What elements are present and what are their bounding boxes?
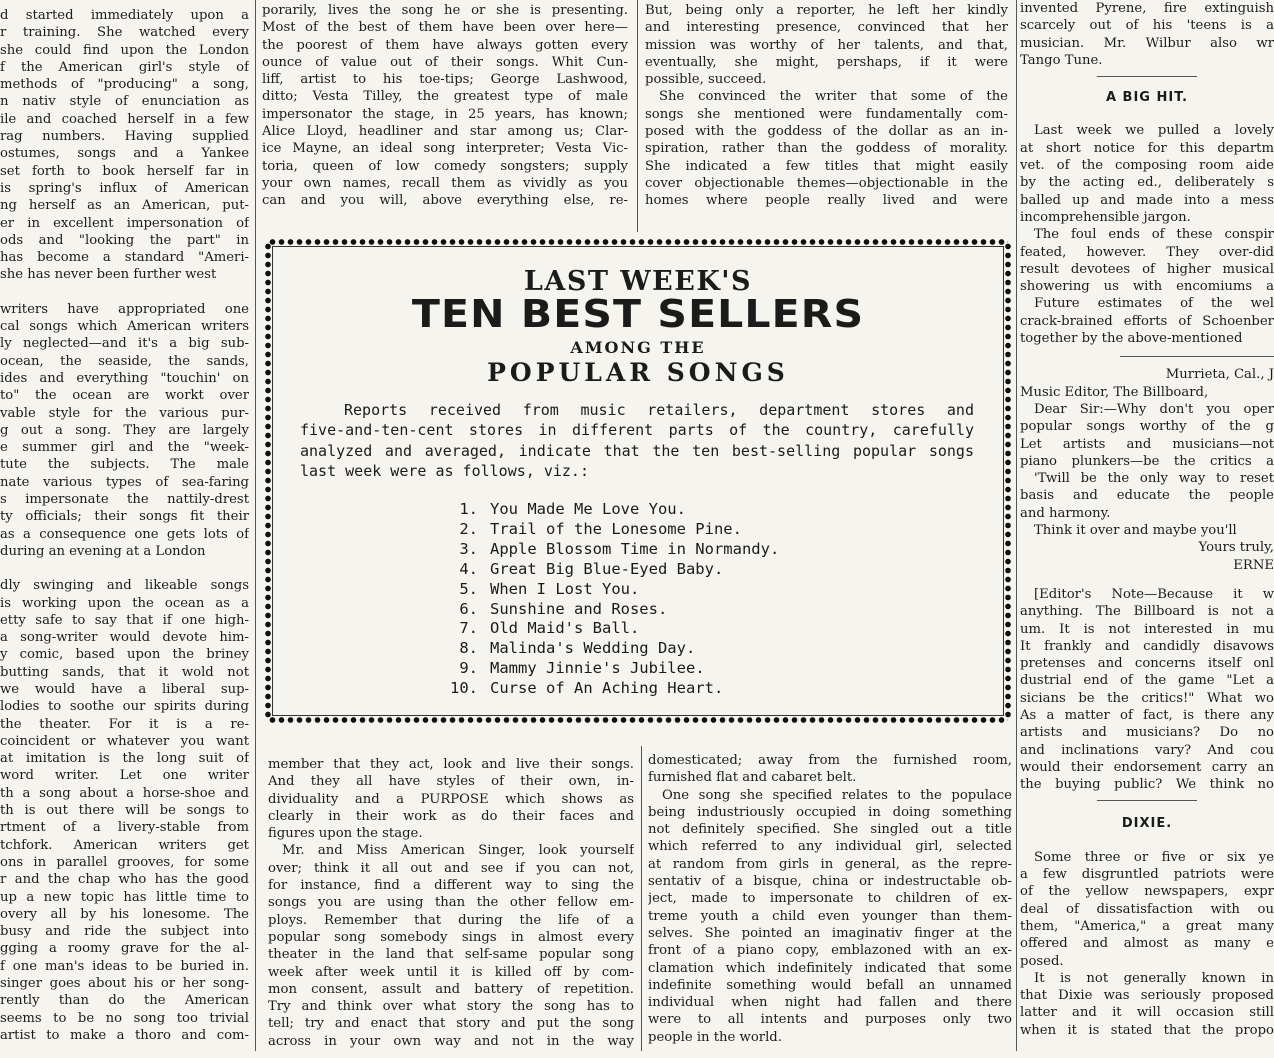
text-line: The foul ends of these conspir xyxy=(1034,227,1274,243)
text-line: people in the world. xyxy=(648,1029,782,1045)
text-line: It frankly and candidly disavows xyxy=(1020,638,1274,654)
text-line: is working upon the ocean as a xyxy=(0,595,249,611)
text-line: Think it over and maybe you'll xyxy=(1034,523,1237,539)
song-list-item xyxy=(446,600,779,620)
column-middle-left-bottom xyxy=(268,756,634,1051)
text-line: cal songs which American writers xyxy=(0,319,249,335)
text-line: dividuality and a PURPOSE which shows as xyxy=(268,791,634,807)
text-line: artist to make a thoro and com- xyxy=(0,1027,249,1043)
text-line: impersonator the stage, in 25 years, has known; xyxy=(262,106,628,122)
section-heading-dixie: DIXIE. xyxy=(1121,816,1173,832)
text-line: rag numbers. Having supplied xyxy=(0,129,249,145)
text-line: she could find upon the London xyxy=(0,42,249,58)
text-line: Let artists and musicians—not xyxy=(1020,436,1274,452)
intro-line: five-and-ten-cent stores in different parts of the country, carefully xyxy=(300,421,974,440)
text-line: e summer girl and the "week- xyxy=(0,440,249,456)
text-line: and interesting presence, convinced that her xyxy=(645,20,1008,36)
text-line: s impersonate the nattily-drest xyxy=(0,492,249,508)
text-line: ng herself as an American, put- xyxy=(0,198,249,214)
text-line: Mr. and Miss American Singer, look yourself xyxy=(282,843,634,859)
text-line: offered and almost as many e xyxy=(1020,936,1274,952)
text-line: is spring's influx of American xyxy=(0,180,249,196)
dotted-border-bottom xyxy=(268,715,1008,725)
text-line: th a song about a horse-shoe and xyxy=(0,785,249,801)
text-line: possible, succeed. xyxy=(645,72,767,88)
text-line: Yours truly, xyxy=(1198,540,1274,556)
box-title-among-the: AMONG THE xyxy=(570,338,706,357)
text-line: 'Twill be the only way to reset xyxy=(1034,471,1274,487)
text-line: anything. The Billboard is not a xyxy=(1020,604,1274,620)
text-line: your own names, recall them as vividly as you xyxy=(262,175,628,191)
text-line: eventually, she might, pershaps, if it were xyxy=(645,54,1008,70)
text-line: domesticated; away from the furnished room, xyxy=(648,753,1012,768)
text-line: member that they act, look and live their songs. xyxy=(268,757,634,772)
text-line: dly swinging and likeable songs xyxy=(0,578,249,594)
song-list-item xyxy=(446,580,779,600)
text-line: popular songs worthy of the g xyxy=(1020,419,1274,435)
column-right xyxy=(1020,0,1274,1051)
text-line: a few disgruntled patriots were xyxy=(1020,867,1274,883)
text-line: Dear Sir:—Why don't you oper xyxy=(1034,401,1274,417)
best-sellers-box xyxy=(268,242,1008,720)
intro-line: analyzed and averaged, indicate that the ten best-selling popular songs xyxy=(300,441,974,460)
text-line: gging a roomy grave for the al- xyxy=(0,941,249,957)
text-line: toria, queen of low comedy songsters; supply xyxy=(262,158,628,174)
text-line: tell; try and enact that story and put the song xyxy=(268,1016,634,1032)
text-line: latter and it will occasion still xyxy=(1020,1005,1274,1021)
text-line: She convinced the writer that some of the xyxy=(659,89,1008,105)
text-line: porarily, lives the song he or she is presenting. xyxy=(262,3,628,18)
text-line: As a matter of fact, is there any xyxy=(1020,707,1274,723)
text-line: methods of "producing" a song, xyxy=(0,77,249,93)
text-line: butting sands, that it wold not xyxy=(0,664,249,680)
text-line: word writer. Let one writer xyxy=(0,768,249,784)
song-list-item xyxy=(446,619,779,639)
column-rule xyxy=(255,0,256,1051)
text-line: f one man's ideas to be buried in. xyxy=(0,958,249,974)
text-line: ject, made to impersonate to children of ex- xyxy=(648,891,1012,907)
text-line: together by the above-mentioned xyxy=(1020,331,1243,347)
text-line: cover objectionable themes—objectionable in the xyxy=(645,175,1008,191)
text-line: the poorest of them have always gotten every xyxy=(262,37,628,53)
text-line: at imitation is the long suit of xyxy=(0,751,249,767)
text-line: It is not generally known in xyxy=(1034,970,1274,986)
section-rule xyxy=(1097,800,1197,801)
text-line: the buying public? We think no xyxy=(1020,777,1274,793)
text-line: scarcely out of his 'teens is a xyxy=(1020,18,1274,34)
text-line: songs you are using than the other fellow em- xyxy=(268,895,634,911)
text-line: artists and musicians? Do no xyxy=(1020,725,1274,741)
text-line: sentativ of a bisque, china or indestructable ob- xyxy=(648,874,1012,890)
text-line: Most of the best of them have been over here— xyxy=(262,20,628,36)
column-middle-right-bottom xyxy=(648,752,1012,1051)
text-line: popular song somebody sings in almost every xyxy=(268,929,634,945)
text-line: ditto; Vesta Tilley, the greatest type of male xyxy=(262,89,628,105)
text-line: deal of dissatisfaction with ou xyxy=(1020,901,1274,917)
text-line: that Dixie was seriously proposed xyxy=(1020,988,1274,1004)
text-line: theater in the land that self-same popular song xyxy=(268,947,634,963)
text-line: ides and everything "touchin' on xyxy=(0,370,249,386)
text-line: posed with the goddess of the dollar as an in- xyxy=(645,124,1008,140)
song-title: When I Lost You. xyxy=(490,579,640,598)
text-line: basis and educate the people xyxy=(1020,488,1274,504)
text-line: ile and coached herself in a few xyxy=(0,111,249,127)
column-rule xyxy=(1016,0,1017,1051)
text-line: ocean, the seaside, the sands, xyxy=(0,353,249,369)
text-line: sicians be the critics!" What wo xyxy=(1020,690,1274,706)
text-line: She indicated a few titles that might easily xyxy=(645,158,1008,174)
text-line: not definitely specified. She singled out a title xyxy=(648,822,1012,838)
intro-line: Reports received from music retailers, department stores and xyxy=(344,401,974,419)
section-heading-a-big-hit: A BIG HIT. xyxy=(1105,90,1189,106)
text-line: Murrieta, Cal., J xyxy=(1165,367,1274,383)
text-line: th is out there will be songs to xyxy=(0,803,249,819)
text-line: er in excellent impersonation of xyxy=(0,215,249,231)
text-line: spiration, rather than the goddess of morality. xyxy=(645,141,1008,157)
box-title-last-weeks: LAST WEEK'S xyxy=(523,266,753,297)
text-line: musician. Mr. Wilbur also wr xyxy=(1020,35,1274,51)
text-line: homes where people really lived and were xyxy=(645,193,1008,209)
text-line: being industriously occupied in doing something xyxy=(648,804,1012,820)
text-line: treme youth a child even younger than them- xyxy=(648,908,1012,924)
text-line: busy and ride the subject into xyxy=(0,924,249,940)
section-rule xyxy=(1097,76,1197,77)
song-rank: 9. xyxy=(459,659,478,678)
song-list-item xyxy=(446,560,779,580)
text-line: ploys. Remember that during the life of a xyxy=(268,912,634,928)
song-rank: 2. xyxy=(459,519,478,538)
text-line: can and you will, above everything else, re- xyxy=(262,193,628,209)
column-middle-right-top xyxy=(645,0,1008,232)
text-line: invented Pyrene, fire extinguish xyxy=(1020,1,1274,16)
song-title: You Made Me Love You. xyxy=(490,500,686,518)
text-line: feated, however. They over-did xyxy=(1020,244,1274,260)
text-line: n nativ style of enunciation as xyxy=(0,94,249,110)
song-list-item xyxy=(446,639,779,659)
text-line: the theater. For it is a re- xyxy=(0,716,249,732)
text-line: Music Editor, The Billboard, xyxy=(1020,384,1209,400)
song-title: Apple Blossom Time in Normandy. xyxy=(490,539,780,558)
text-line: as a consequence one gets lots of xyxy=(0,526,249,542)
text-line: etty safe to say that if one high- xyxy=(0,612,249,628)
text-line: writers have appropriated one xyxy=(0,301,249,317)
section-rule xyxy=(1120,356,1274,357)
text-line: across in your own way and not in the way xyxy=(268,1033,634,1049)
song-rank: 4. xyxy=(459,559,478,578)
text-line: we would have a liberal sup- xyxy=(0,681,249,697)
song-list-item xyxy=(446,540,779,560)
song-list-item xyxy=(446,659,779,679)
text-line: tchfork. American writers get xyxy=(0,837,249,853)
song-title: Mammy Jinnie's Jubilee. xyxy=(490,659,705,678)
text-line: and inclinations vary? And cou xyxy=(1020,742,1274,758)
text-line: were to all intents and purposes only two xyxy=(648,1012,1012,1028)
song-list-item xyxy=(446,679,779,699)
text-line: pretenses and concerns itself onl xyxy=(1020,656,1274,672)
text-line: posed. xyxy=(1020,953,1064,969)
text-line: week after week until it is killed off by com- xyxy=(268,964,634,980)
text-line: at short notice for this departm xyxy=(1020,140,1274,156)
text-line: liff, artist to his toe-tips; George Lashwood, xyxy=(262,72,628,88)
text-line: [Editor's Note—Because it w xyxy=(1034,586,1274,602)
text-line: has become a standard "Ameri- xyxy=(0,250,249,266)
text-line: y comic, based upon the briney xyxy=(0,647,249,663)
text-line: crack-brained efforts of Schoenber xyxy=(1020,313,1274,329)
text-line: ty officials; their songs fit their xyxy=(0,509,249,525)
text-line: piano plunkers—be the critics a xyxy=(1020,453,1274,469)
song-rank: 7. xyxy=(459,619,478,638)
song-list-item xyxy=(446,520,779,540)
text-line: But, being only a reporter, he left her kindly xyxy=(645,3,1008,18)
text-line: ostumes, songs and a Yankee xyxy=(0,146,249,162)
text-line: front of a piano copy, emblazoned with an ex- xyxy=(648,943,1012,959)
text-line: at random from girls in general, as the repre- xyxy=(648,856,1012,872)
text-line: balled up and made into a mess xyxy=(1020,192,1274,208)
text-line: result devotees of higher musical xyxy=(1020,261,1274,277)
text-line: a song-writer would devote him- xyxy=(0,630,249,646)
song-rank: 5. xyxy=(459,579,478,598)
box-title-ten-best-sellers: TEN BEST SELLERS xyxy=(411,292,865,336)
text-line: rtment of a livery-stable from xyxy=(0,820,249,836)
text-line: And they all have styles of their own, in- xyxy=(268,774,634,790)
column-rule xyxy=(637,0,638,232)
text-line: indefinite something would befall an unnamed xyxy=(648,977,1012,993)
text-line: singer goes about his or her song- xyxy=(0,976,249,992)
text-line: vable style for the various pur- xyxy=(0,405,249,421)
text-line: individual when night had fallen and there xyxy=(648,995,1012,1011)
best-sellers-list xyxy=(446,500,779,699)
text-line: during an evening at a London xyxy=(0,543,206,559)
text-line: nate various types of sea-faring xyxy=(0,474,249,490)
text-line: ERNE xyxy=(1233,557,1274,573)
text-line: ice Mayne, an ideal song interpreter; Vesta Vic- xyxy=(262,141,628,157)
song-title: Great Big Blue-Eyed Baby. xyxy=(490,559,724,578)
text-line: she has never been further west xyxy=(0,267,217,283)
text-line: songs she mentioned were fundamentally com- xyxy=(645,106,1008,122)
text-line: ods and "looking the part" in xyxy=(0,232,249,248)
text-line: them, "America," a great many xyxy=(1020,918,1274,934)
text-line: Tango Tune. xyxy=(1020,52,1103,68)
text-line: which referred to any individual girl, selected xyxy=(648,839,1012,855)
song-title: Sunshine and Roses. xyxy=(490,599,668,618)
text-line: incomprehensible jargon. xyxy=(1020,209,1191,225)
text-line: of the yellow newspapers, expr xyxy=(1020,884,1274,900)
text-line: ons in parallel grooves, for some xyxy=(0,854,249,870)
text-line: seems to be no song too trivial xyxy=(0,1010,249,1026)
box-intro-paragraph xyxy=(300,400,974,481)
text-line: to" the ocean are workt over xyxy=(0,388,249,404)
text-line: and harmony. xyxy=(1020,505,1111,521)
text-line: One song she specified relates to the populace xyxy=(662,787,1012,803)
text-line: dustrial end of the game "Let a xyxy=(1020,673,1274,689)
song-title: Curse of An Aching Heart. xyxy=(490,679,724,698)
text-line: ounce of value out of their songs. Whit Cun- xyxy=(262,54,628,70)
box-title-popular-songs: POPULAR SONGS xyxy=(487,358,789,387)
text-line: Alice Lloyd, headliner and star among us; Clar- xyxy=(262,124,628,140)
song-rank: 3. xyxy=(459,539,478,558)
column-rule xyxy=(641,746,642,1051)
text-line: ly neglected—and it's a big sub- xyxy=(0,336,249,352)
text-line: um. It is not interested in mu xyxy=(1020,621,1274,637)
song-title: Trail of the Lonesome Pine. xyxy=(490,519,742,538)
text-line: clearly in their work as do their faces and xyxy=(268,808,634,824)
text-line: when it is stated that the propo xyxy=(1020,1022,1274,1038)
text-line: up a new topic has little time to xyxy=(0,889,249,905)
song-rank: 8. xyxy=(459,639,478,658)
text-line: tute the subjects. The male xyxy=(0,457,249,473)
text-line: rently than do the American xyxy=(0,993,249,1009)
song-rank: 1. xyxy=(459,500,478,518)
text-line: clamation which indefinitely indicated that some xyxy=(648,960,1012,976)
text-line: figures upon the stage. xyxy=(268,826,423,842)
text-line: g out a song. They are largely xyxy=(0,422,249,438)
text-line: for instance, find a different way to sing the xyxy=(268,878,634,894)
text-line: over; think it all out and see if you can not, xyxy=(268,860,634,876)
song-rank: 6. xyxy=(459,599,478,618)
text-line: f the American girl's style of xyxy=(0,59,249,75)
text-line: vet. of the composing room aide xyxy=(1020,158,1274,174)
text-line: Future estimates of the wel xyxy=(1034,296,1274,312)
text-line: furnished flat and cabaret belt. xyxy=(648,770,857,786)
song-rank: 10. xyxy=(450,679,478,698)
spacer xyxy=(1020,574,1274,586)
text-line: Some three or five or six ye xyxy=(1034,849,1274,865)
song-title: Old Maid's Ball. xyxy=(490,619,640,638)
text-line: d started immediately upon a xyxy=(0,8,249,23)
text-line: showering us with encomiums a xyxy=(1020,279,1274,295)
text-line: would their endorsement carry an xyxy=(1020,759,1274,775)
text-line: Try and think over what story the song has to xyxy=(268,999,634,1015)
column-left xyxy=(0,0,249,1058)
song-list-item xyxy=(446,500,779,520)
text-line: mon consent, assult and battery of repetition. xyxy=(268,981,634,997)
intro-line: last week were as follows, viz.: xyxy=(300,461,589,480)
text-line: lodies to soothe our spirits during xyxy=(0,699,249,715)
column-middle-left-top xyxy=(262,0,628,232)
text-line: mission was worthy of her talents, and that, xyxy=(645,37,1008,53)
text-line: overy all by his lonesome. The xyxy=(0,906,249,922)
text-line: set forth to book herself far in xyxy=(0,163,249,179)
text-line: r and the chap who has the good xyxy=(0,872,249,888)
text-line: r training. She watched every xyxy=(0,25,249,41)
text-line: selves. She pointed an imaginativ finger at the xyxy=(648,925,1012,941)
song-title: Malinda's Wedding Day. xyxy=(490,639,696,658)
text-line: Last week we pulled a lovely xyxy=(1034,123,1274,139)
text-line: by the acting ed., deliberately s xyxy=(1020,175,1274,191)
text-line: coincident or whatever you want xyxy=(0,733,249,749)
